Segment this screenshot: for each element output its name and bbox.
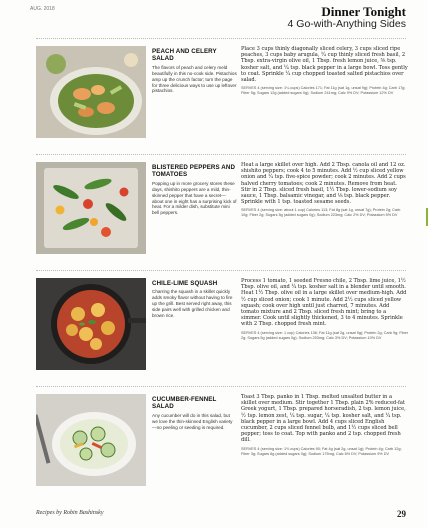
- recipe-method: Toast 3 Tbsp. panko in 1 Tbsp. melted unsalted butter in a skillet over medium. Stir together 1 Tbsp. plain 2% reduced-fat Greek yogurt, 1 Tbsp. prepared horseradish, 2 tsp. lemon juice, ½ tsp. lemon zest, ¼ tsp. sugar, ¼ tsp. kosher salt, and ¼ tsp. black pepper in a large bowl. Add 4 cups sliced English cucumber, 2 cups sliced fennel bulb, and 1½ cups sliced bell pepper; toss to coat. Top with panko and 2 tsp. chopped fresh dill.: [241, 394, 406, 444]
- recipe-nutrition: SERVES 4 (serving size: 1 cup) Calories 136; Fat 11g (sat 2g, unsat 9g); Protein 2g; Carb 9g; Fiber 2g; Sugars 5g (added sugars 0g); Sodium 253mg; Calc 3% DV; Potassium 10% DV: [241, 330, 409, 340]
- recipe-blurb: Any cucumber will do in this salad, but we love the thin-skinned English variety—no peeling or seeding is required.: [152, 412, 233, 430]
- recipe-method: Heat a large skillet over high. Add 2 Tbsp. canola oil and 12 oz. shishito peppers; cook 4 to 5 minutes. Add ½ cup sliced yellow onion and ¼ tsp. five-spice powder; cook 2 minutes. Add 2 cups halved cherry tomatoes; cook 2 minutes. Remove from heat. Stir in 2 Tbsp. sliced fresh basil, 1½ Tbsp. lower-sodium soy sauce, 1 Tbsp. balsamic vinegar, and ⅛ tsp. black pepper. Sprinkle with 1 tsp. toasted sesame seeds.: [241, 162, 406, 206]
- recipe-title: BLISTERED PEPPERS AND TOMATOES: [152, 164, 236, 179]
- cucumber-fennel-photo: [36, 394, 146, 486]
- page-subtitle: 4 Go-with-Anything Sides: [287, 18, 406, 30]
- recipe-credit: Recipes by Robin Bashinsky: [36, 510, 104, 516]
- blistered-peppers-photo: [36, 162, 146, 254]
- recipe-peach-celery-salad: [36, 44, 408, 152]
- recipe-title: CUCUMBER-FENNEL SALAD: [152, 396, 217, 411]
- page-title: Dinner Tonight: [321, 4, 406, 19]
- section-divider: [36, 38, 406, 39]
- section-divider: [36, 386, 406, 387]
- recipe-blistered-peppers: [36, 160, 408, 268]
- page-number: 29: [397, 509, 406, 519]
- recipe-nutrition: SERVES 4 (serving size: 1⅔ cups) Calories 90; Fat 4g (sat 2g, unsat 1g); Protein 4g; Carb 12g; Fiber 3g; Sugars 6g (added sugars 0g); Sodium 175mg; Calc 6% DV; Potassium 9% DV: [241, 446, 402, 456]
- peach-salad-photo: [36, 46, 146, 138]
- recipe-blurb: The flavors of peach and celery meld beautifully in this no-cook side. Pistachios amp up the crunch factor; turn the page for three delicious ways to use up leftover pistachios.: [152, 64, 237, 94]
- recipe-title: PEACH AND CELERY SALAD: [152, 48, 217, 63]
- recipe-nutrition: SERVES 4 (serving size: about 1 cup) Calories 113; Fat 8g (sat 1g, unsat 7g); Protein 2g; Carb 10g; Fiber 2g; Sugars 5g (added sugars 0g); Sodium 223mg; Calc 2% DV; Potassium 5% DV: [241, 208, 401, 218]
- recipe-cucumber-fennel-salad: [36, 392, 408, 502]
- recipe-nutrition: SERVES 4 (serving size: 1¼ cups) Calories 171; Fat 11g (sat 1g, unsat 9g); Protein 4g; Carb 17g; Fiber 5g; Sugars 12g (added sugars 0g); Sodium 241mg; Calc 9% DV; Potassium 12% DV: [241, 86, 406, 96]
- recipe-method: Process 1 tomato, 1 seeded Fresno chile, 2 Tbsp. lime juice, 1½ Tbsp. olive oil, and ¼ tsp. kosher salt in a blender until smooth. Heat 1½ Tbsp. olive oil in a large skillet over medium-high. Add ½ cup sliced onion; cook 1 minute. Add 2½ cups sliced yellow squash; cook over high until just charred, 7 minutes. Add tomato mixture and 2 Tbsp. sliced fresh mint; bring to a simmer. Cook until slightly thickened, 3 to 4 minutes. Sprinkle with 2 Tbsp. chopped fresh mint.: [241, 278, 407, 328]
- header-date: AUG. 2018: [30, 6, 55, 12]
- section-divider: [36, 270, 406, 271]
- chile-lime-squash-photo: [36, 278, 146, 370]
- recipe-title: CHILE-LIME SQUASH: [152, 280, 218, 287]
- recipe-blurb: Charring the squash in a skillet quickly adds smoky flavor without having to fire up the grill. Best served right away, this side pairs well with grilled chicken and brown rice.: [152, 289, 233, 319]
- recipe-method: Place 3 cups thinly diagonally sliced celery, 3 cups sliced ripe peaches, 3 cups baby arugula, ¼ cup thinly sliced fresh basil, 2 Tbsp. extra-virgin olive oil, 1 Tbsp. fresh lemon juice, ⅜ tsp. kosher salt, and ¼ tsp. black pepper in a large bowl. Toss gently to coat. Sprinkle ¼ cup chopped toasted salted pistachios over salad.: [241, 46, 408, 84]
- section-divider: [36, 154, 406, 155]
- recipe-chile-lime-squash: [36, 276, 408, 384]
- recipe-blurb: Popping up in more grocery stores these days, shishito peppers are a mild, thin-skinned pepper that have a secret—about one in eight has a surprising kick of heat. For a milder dish, substitute mini bell peppers.: [152, 180, 237, 216]
